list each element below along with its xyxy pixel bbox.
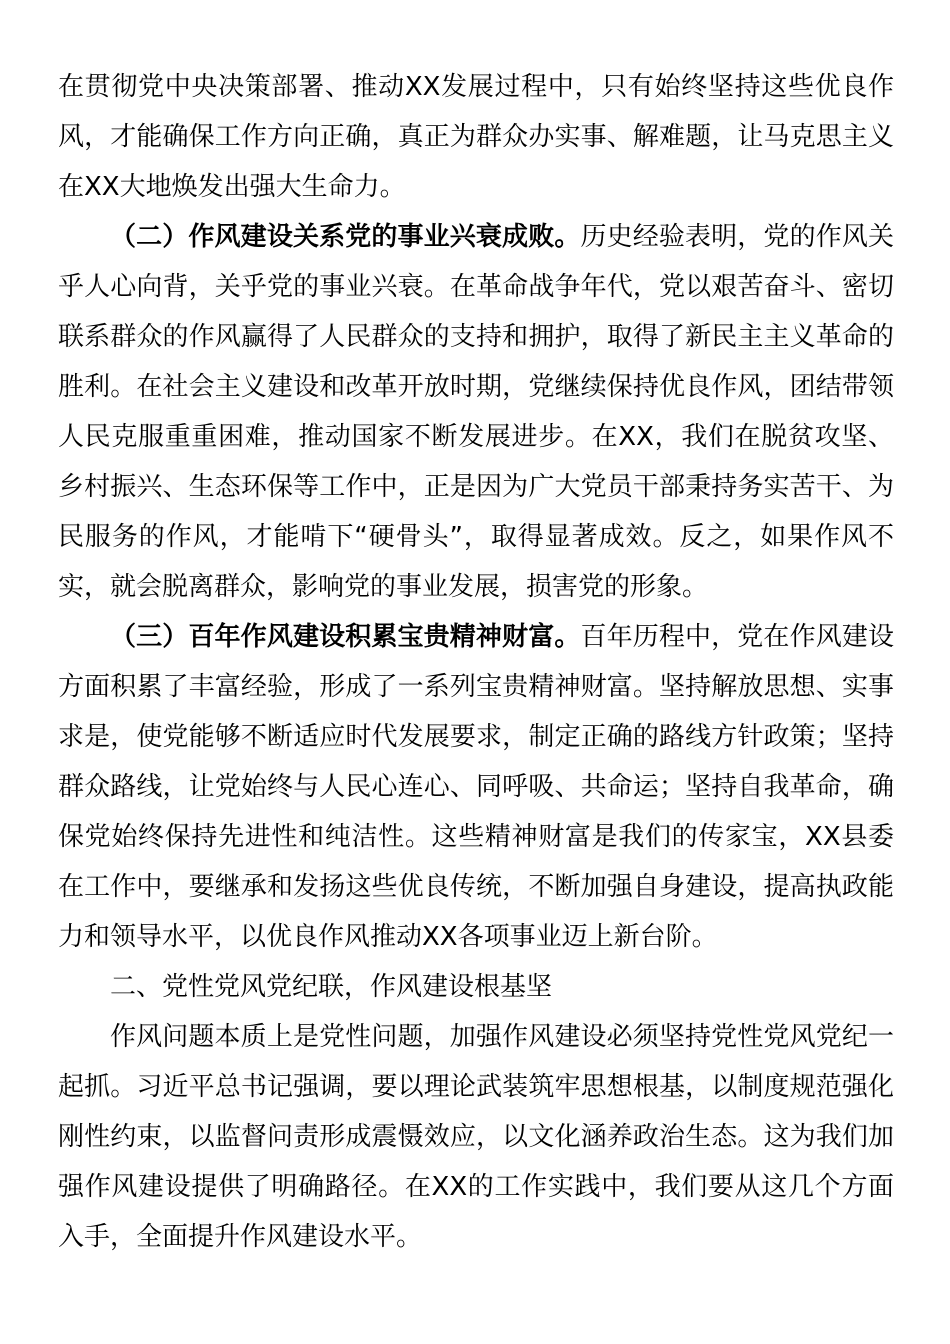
paragraph-1-text: 在贯彻党中央决策部署、推动XX发展过程中，只有始终坚持这些优良作风，才能确保工作方向正确，真正为群众办实事、解难题，让马克思主义在XX大地焕发出强大生命力。 bbox=[58, 72, 894, 202]
paragraph-2 bbox=[58, 212, 894, 612]
closing-paragraph: 作风问题本质上是党性问题，加强作风建设必须坚持党性党风党纪一起抓。习近平总书记强调，要以理论武装筑牢思想根基，以制度规范强化刚性约束，以监督问责形成震慑效应，以文化涵养政治生态。这为我们加强作风建设提供了明确路径。在XX的工作实践中，我们要从这几个方面入手，全面提升作风建设水平。 bbox=[58, 1022, 894, 1252]
paragraph-3 bbox=[58, 612, 894, 962]
paragraph-2-text: 历史经验表明，党的作风关乎人心向背，关乎党的事业兴衰。在革命战争年代，党以艰苦奋斗、密切联系群众的作风赢得了人民群众的支持和拥护，取得了新民主主义革命的胜利。在社会主义建设和改革开放时期，党继续保持优良作风，团结带领人民克服重重困难，推动国家不断发展进步。在XX，我们在脱贫攻坚、乡村振兴、生态环保等工作中，正是因为广大党员干部秉持务实苦干、为民服务的作风，才能啃下“硬骨头”，取得显著成效。反之，如果作风不实，就会脱离群众，影响党的事业发展，损害党的形象。 bbox=[58, 222, 894, 602]
paragraph-3-lead: （三）百年作风建设积累宝贵精神财富。 bbox=[110, 622, 581, 652]
paragraph-3-text: 百年历程中，党在作风建设方面积累了丰富经验，形成了一系列宝贵精神财富。坚持解放思想、实事求是，使党能够不断适应时代发展要求，制定正确的路线方针政策；坚持群众路线，让党始终与人民心连心、同呼吸、共命运；坚持自我革命，确保党始终保持先进性和纯洁性。这些精神财富是我们的传家宝，XX县委在工作中，要继承和发扬这些优良传统，不断加强自身建设，提高执政能力和领导水平，以优良作风推动XX各项事业迈上新台阶。 bbox=[58, 622, 894, 952]
document-body bbox=[58, 62, 894, 1262]
paragraph-2-lead: （二）作风建设关系党的事业兴衰成败。 bbox=[110, 222, 581, 252]
section-heading: 二、党性党风党纪联，作风建设根基坚 bbox=[110, 972, 553, 1002]
paragraph-1 bbox=[58, 62, 894, 212]
